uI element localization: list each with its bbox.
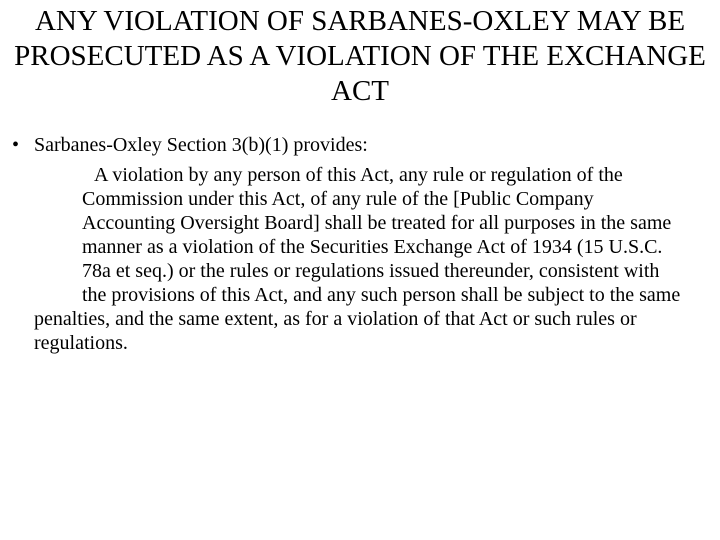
quote-main-text: A violation by any person of this Act, any rule or regulation of the Commission under this Act, of any rule of the [Public Company Accounting Oversight Board] shall be treated for all purposes in the same manner as a violation of the Securities Exchange Act of 1934 (15 U.S.C. 78a et seq.) or the rules or regulations issued thereunder, consistent with the provisions of this Act, and any such person shall be subject to the same xyxy=(82,164,681,306)
bullet-text: Sarbanes-Oxley Section 3(b)(1) provides: xyxy=(34,134,368,156)
bullet-icon: • xyxy=(12,134,20,156)
bullet-item xyxy=(12,133,708,157)
slide-title: ANY VIOLATION OF SARBANES-OXLEY MAY BE PROSECUTED AS A VIOLATION OF THE EXCHANGE ACT xyxy=(14,5,706,107)
statute-quote xyxy=(12,163,708,355)
quote-tail-text: penalties, and the same extent, as for a violation of that Act or such rules or regulations. xyxy=(34,308,637,354)
slide-body xyxy=(12,133,708,355)
